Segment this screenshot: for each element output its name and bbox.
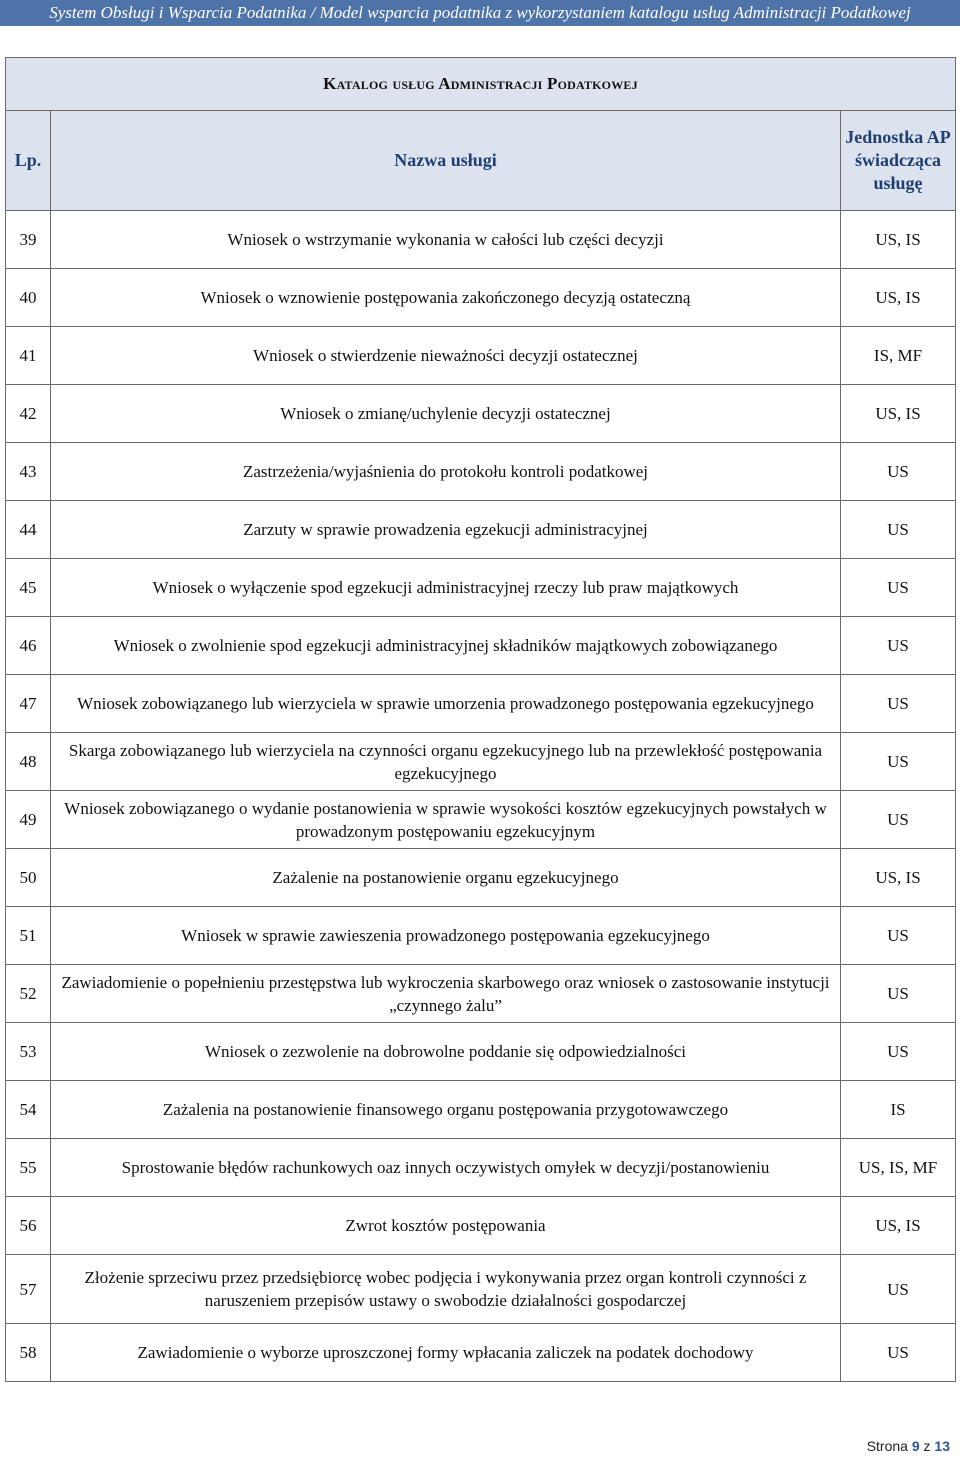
service-unit: US, IS [841, 211, 956, 269]
service-unit: US [841, 1023, 956, 1081]
service-name: Zastrzeżenia/wyjaśnienia do protokołu kontroli podatkowej [51, 443, 841, 501]
service-unit: US [841, 733, 956, 791]
service-unit: US [841, 675, 956, 733]
column-header-nr: Lp. [6, 111, 51, 211]
service-name: Złożenie sprzeciwu przez przedsiębiorcę wobec podjęcia i wykonywania przez organ kontroli czynności z naruszeniem przepisów ustawy o swobodzie działalności gospodarczej [51, 1255, 841, 1324]
table-row [6, 327, 956, 385]
service-name: Wniosek o zwolnienie spod egzekucji administracyjnej składników majątkowych zobowiązanego [51, 617, 841, 675]
service-unit: IS, MF [841, 327, 956, 385]
column-header-unit: Jednostka AP świadcząca usługę [841, 111, 956, 211]
service-unit: US, IS, MF [841, 1139, 956, 1197]
table-row [6, 965, 956, 1023]
service-unit: IS [841, 1081, 956, 1139]
service-name: Sprostowanie błędów rachunkowych oaz innych oczywistych omyłek w decyzji/postanowieniu [51, 1139, 841, 1197]
row-number: 51 [6, 907, 51, 965]
row-number: 39 [6, 211, 51, 269]
row-number: 58 [6, 1324, 51, 1382]
row-number: 44 [6, 501, 51, 559]
service-unit: US, IS [841, 269, 956, 327]
running-header: System Obsługi i Wsparcia Podatnika / Model wsparcia podatnika z wykorzystaniem katalogu usług Administracji Podatkowej [0, 0, 960, 26]
row-number: 57 [6, 1255, 51, 1324]
column-header-name: Nazwa usługi [51, 111, 841, 211]
row-number: 43 [6, 443, 51, 501]
row-number: 54 [6, 1081, 51, 1139]
table-row [6, 675, 956, 733]
table-row [6, 733, 956, 791]
service-name: Wniosek w sprawie zawieszenia prowadzonego postępowania egzekucyjnego [51, 907, 841, 965]
table-title: Katalog usług Administracji Podatkowej [6, 58, 956, 111]
row-number: 55 [6, 1139, 51, 1197]
service-unit: US [841, 559, 956, 617]
service-name: Wniosek o stwierdzenie nieważności decyzji ostatecznej [51, 327, 841, 385]
table-row [6, 211, 956, 269]
table-row [6, 617, 956, 675]
table-row [6, 791, 956, 849]
table-row [6, 385, 956, 443]
service-unit: US, IS [841, 849, 956, 907]
service-name: Zawiadomienie o wyborze uproszczonej formy wpłacania zaliczek na podatek dochodowy [51, 1324, 841, 1382]
row-number: 45 [6, 559, 51, 617]
service-name: Zwrot kosztów postępowania [51, 1197, 841, 1255]
page-number: Strona 9 z 13 [866, 1438, 950, 1454]
service-name: Wniosek o wstrzymanie wykonania w całości lub części decyzji [51, 211, 841, 269]
table-title-row [6, 58, 956, 111]
table-row [6, 1197, 956, 1255]
row-number: 49 [6, 791, 51, 849]
row-number: 56 [6, 1197, 51, 1255]
row-number: 50 [6, 849, 51, 907]
row-number: 52 [6, 965, 51, 1023]
service-unit: US [841, 443, 956, 501]
service-name: Skarga zobowiązanego lub wierzyciela na czynności organu egzekucyjnego lub na przewlekłość postępowania egzekucyjnego [51, 733, 841, 791]
row-number: 42 [6, 385, 51, 443]
service-name: Wniosek zobowiązanego lub wierzyciela w sprawie umorzenia prowadzonego postępowania egzekucyjnego [51, 675, 841, 733]
service-name: Zawiadomienie o popełnieniu przestępstwa lub wykroczenia skarbowego oraz wniosek o zastosowanie instytucji „czynnego żalu” [51, 965, 841, 1023]
row-number: 47 [6, 675, 51, 733]
row-number: 40 [6, 269, 51, 327]
service-name: Zażalenie na postanowienie organu egzekucyjnego [51, 849, 841, 907]
service-name: Wniosek o zmianę/uchylenie decyzji ostatecznej [51, 385, 841, 443]
service-unit: US, IS [841, 385, 956, 443]
service-catalog-table [5, 57, 956, 1382]
service-unit: US [841, 1324, 956, 1382]
service-name: Wniosek zobowiązanego o wydanie postanowienia w sprawie wysokości kosztów egzekucyjnych powstałych w prowadzonym postępowaniu egzekucyjnym [51, 791, 841, 849]
service-unit: US [841, 965, 956, 1023]
table-row [6, 907, 956, 965]
table-header-row [6, 111, 956, 211]
table-body [6, 211, 956, 1382]
row-number: 53 [6, 1023, 51, 1081]
table-row [6, 1324, 956, 1382]
row-number: 48 [6, 733, 51, 791]
service-unit: US [841, 1255, 956, 1324]
table-row [6, 559, 956, 617]
service-name: Wniosek o wznowienie postępowania zakończonego decyzją ostateczną [51, 269, 841, 327]
table-row [6, 1255, 956, 1324]
row-number: 41 [6, 327, 51, 385]
service-unit: US [841, 907, 956, 965]
service-unit: US [841, 617, 956, 675]
service-unit: US, IS [841, 1197, 956, 1255]
service-name: Zażalenia na postanowienie finansowego organu postępowania przygotowawczego [51, 1081, 841, 1139]
service-name: Zarzuty w sprawie prowadzenia egzekucji administracyjnej [51, 501, 841, 559]
table-row [6, 1081, 956, 1139]
table-row [6, 1139, 956, 1197]
table-row [6, 849, 956, 907]
service-unit: US [841, 501, 956, 559]
service-name: Wniosek o wyłączenie spod egzekucji administracyjnej rzeczy lub praw majątkowych [51, 559, 841, 617]
row-number: 46 [6, 617, 51, 675]
table-row [6, 501, 956, 559]
service-unit: US [841, 791, 956, 849]
table-row [6, 443, 956, 501]
service-name: Wniosek o zezwolenie na dobrowolne poddanie się odpowiedzialności [51, 1023, 841, 1081]
table-row [6, 1023, 956, 1081]
table-row [6, 269, 956, 327]
